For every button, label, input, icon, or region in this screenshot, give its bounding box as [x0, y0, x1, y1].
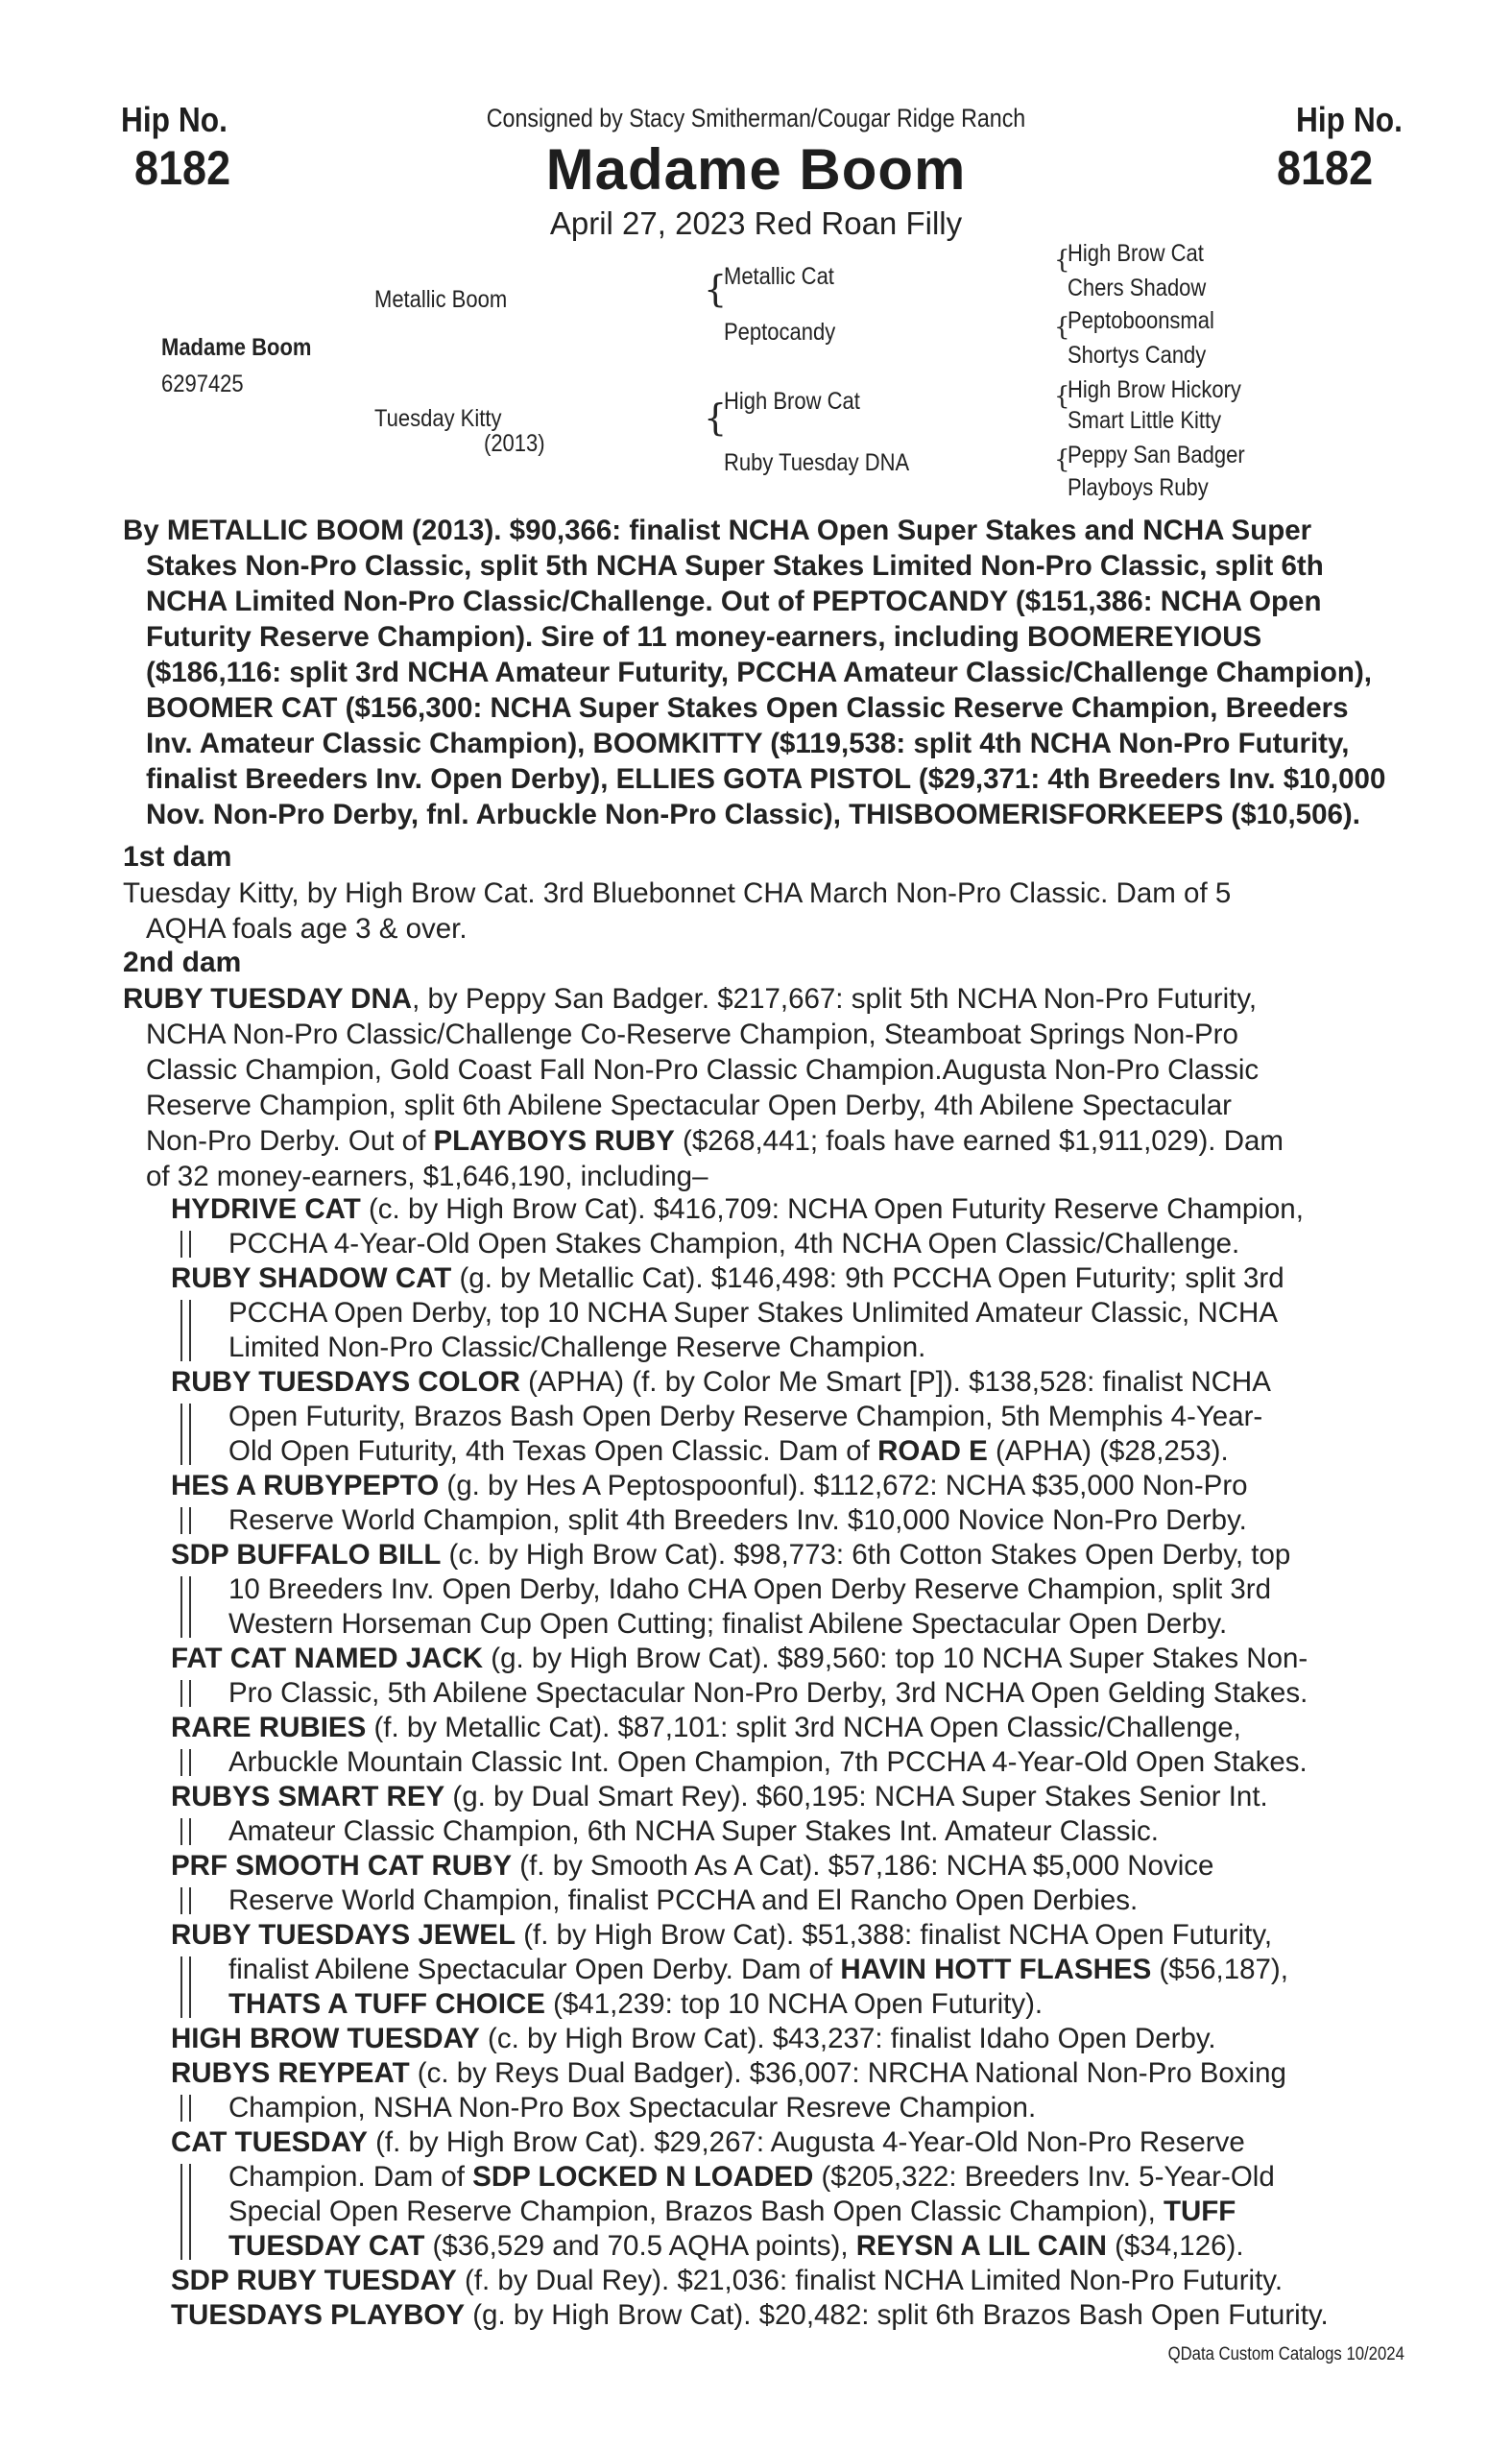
footer-credit: QData Custom Catalogs 10/2024 [1167, 2344, 1404, 2364]
brace-g3: { [1054, 313, 1070, 342]
brace-g7: { [1054, 445, 1070, 474]
brace-g1: { [1054, 246, 1070, 275]
produce-entry: PRF SMOOTH CAT RUBY (f. by Smooth As A Cat). $57,186: NCHA $5,000 Novice Reserve World Champion, finalist PCCHA and El Rancho Open Derbies. [171, 1850, 1214, 1916]
pedigree-g7: Peppy San Badger [1068, 442, 1245, 468]
produce-entry: SDP BUFFALO BILL (c. by High Brow Cat). $98,773: 6th Cotton Stakes Open Derby, top 10 Breeders Inv. Open Derby, Idaho CHA Open Derby Reserve Champion, split 3rd Western Horseman Cup Open Cutting; finalist Abilene Spectacular Open Derby. [171, 1539, 1291, 1640]
pedigree-g2: Chers Shadow [1068, 275, 1207, 301]
first-dam-line: AQHA foals age 3 & over. [146, 913, 468, 945]
sire-line: Inv. Amateur Classic Champion), BOOMKITTY ($119,538: split 4th NCHA Non-Pro Futurity, [146, 728, 1350, 759]
sire-line: Nov. Non-Pro Derby, fnl. Arbuckle Non-Pro Classic), THISBOOMERISFORKEEPS ($10,506). [146, 799, 1360, 830]
pedigree-dam-dam: Ruby Tuesday DNA [724, 449, 910, 476]
pedigree-g8: Playboys Ruby [1068, 474, 1209, 501]
hip-number-left: 8182 [134, 141, 231, 195]
pedigree-sire-dam: Peptocandy [724, 319, 836, 346]
first-dam-line: Tuesday Kitty, by High Brow Cat. 3rd Bluebonnet CHA March Non-Pro Classic. Dam of 5 [123, 877, 1232, 909]
brace-g5: { [1054, 382, 1070, 411]
sire-line: ($186,116: split 3rd NCHA Amateur Futurity, PCCHA Amateur Classic/Challenge Champion), [146, 657, 1372, 688]
produce-entry: TUESDAYS PLAYBOY (g. by High Brow Cat). $20,482: split 6th Brazos Bash Open Futurity. [171, 2299, 1329, 2331]
first-dam-heading: 1st dam [123, 841, 232, 873]
brace-dam: { [704, 396, 728, 439]
pedigree-g1: High Brow Cat [1068, 240, 1204, 267]
pedigree-sire: Metallic Boom [374, 286, 508, 313]
sire-line: Futurity Reserve Champion). Sire of 11 money-earners, including BOOMEREYIOUS [146, 621, 1262, 653]
hip-label-left: Hip No. [121, 100, 228, 139]
sire-line: NCHA Limited Non-Pro Classic/Challenge. Out of PEPTOCANDY ($151,386: NCHA Open [146, 586, 1322, 617]
produce-entry: RUBY TUESDAYS JEWEL (f. by High Brow Cat). $51,388: finalist NCHA Open Futurity, finalist Abilene Spectacular Open Derby. Dam of HAVIN HOTT FLASHES ($56,187), THATS A TUFF CHOICE ($41,239: top 10 NCHA Open Futurity). [171, 1919, 1288, 2020]
pedigree-sire-sire: Metallic Cat [724, 263, 834, 290]
pedigree-g6: Smart Little Kitty [1068, 407, 1222, 434]
produce-entry: RARE RUBIES (f. by Metallic Cat). $87,101: split 3rd NCHA Open Classic/Challenge, Arbuckle Mountain Classic Int. Open Champion, 7th PCCHA 4-Year-Old Open Stakes. [171, 1712, 1308, 1778]
horse-name: Madame Boom [545, 137, 967, 202]
brace-sire: { [704, 268, 728, 310]
sire-line: BOOMER CAT ($156,300: NCHA Super Stakes Open Classic Reserve Champion, Breeders [146, 692, 1349, 724]
sire-line: finalist Breeders Inv. Open Derby), ELLIES GOTA PISTOL ($29,371: 4th Breeders Inv. $10,000 [146, 763, 1386, 795]
hip-label-right: Hip No. [1296, 100, 1403, 139]
second-dam-name: RUBY TUESDAY DNA [123, 983, 413, 1015]
sire-paragraph [123, 513, 1409, 832]
produce-list [171, 1192, 1409, 2333]
second-dam-text: RUBY TUESDAY DNA, by Peppy San Badger. $217,667: split 5th NCHA Non-Pro Futurity, NCHA Non-Pro Classic/Challenge Co-Reserve Champion, Steamboat Springs Non-Pro Classic Champion, Gold Coast Fall Non-Pro Classic Champion.Augusta Non-Pro Classic Reserve Champion, split 6th Abilene Spectacular Open Derby, 4th Abilene Spectacular Non-Pro Derby. Out of PLAYBOYS RUBY ($268,441; foals have earned $1,911,029). Dam of 32 money-earners, $1,646,190, including– [123, 983, 1284, 1192]
produce-entry: CAT TUESDAY (f. by High Brow Cat). $29,267: Augusta 4-Year-Old Non-Pro Reserve Champion. Dam of SDP LOCKED N LOADED ($205,322: Breeders Inv. 5-Year-Old Special Open Reserve Champion, Brazos Bash Open Classic Champion), TUFF TUESDAY CAT ($36,529 and 70.5 AQHA points), REYSN A LIL CAIN ($34,126). [171, 2126, 1275, 2262]
pedigree-g4: Shortys Candy [1068, 342, 1207, 369]
pedigree-g3: Peptoboonsmal [1068, 307, 1214, 334]
pedigree-dam-year: (2013) [484, 430, 545, 457]
produce-entry: SDP RUBY TUESDAY (f. by Dual Rey). $21,036: finalist NCHA Limited Non-Pro Futurity. [171, 2265, 1284, 2296]
consignor: Consigned by Stacy Smitherman/Cougar Ridge Ranch [486, 104, 1026, 132]
first-dam-text [123, 876, 1409, 947]
pedigree-subject: Madame Boom [161, 334, 312, 361]
produce-entry: RUBY TUESDAYS COLOR (APHA) (f. by Color Me Smart [P]). $138,528: finalist NCHA Open Futurity, Brazos Bash Open Derby Reserve Champion, 5th Memphis 4-Year- Old Open Futurity, 4th Texas Open Classic. Dam of ROAD E (APHA) ($28,253). [171, 1366, 1271, 1467]
produce-entry: HIGH BROW TUESDAY (c. by High Brow Cat). $43,237: finalist Idaho Open Derby. [171, 2023, 1216, 2054]
sire-line: By METALLIC BOOM (2013). $90,366: finalist NCHA Open Super Stakes and NCHA Super [123, 515, 1312, 546]
produce-entry: HYDRIVE CAT (c. by High Brow Cat). $416,709: NCHA Open Futurity Reserve Champion, PCCHA 4-Year-Old Open Stakes Champion, 4th NCHA Open Classic/Challenge. [171, 1193, 1304, 1260]
produce-entry: RUBYS SMART REY (g. by Dual Smart Rey). $60,195: NCHA Super Stakes Senior Int. Amateur Classic Champion, 6th NCHA Super Stakes Int. Amateur Classic. [171, 1781, 1268, 1847]
hip-number-right: 8182 [1277, 141, 1374, 195]
produce-entry: FAT CAT NAMED JACK (g. by High Brow Cat). $89,560: top 10 NCHA Super Stakes Non- Pro Classic, 5th Abilene Spectacular Non-Pro Derby, 3rd NCHA Open Gelding Stakes. [171, 1643, 1308, 1709]
produce-entry: HES A RUBYPEPTO (g. by Hes A Peptospoonful). $112,672: NCHA $35,000 Non-Pro Reserve World Champion, split 4th Breeders Inv. $10,000 Novice Non-Pro Derby. [171, 1470, 1248, 1536]
sire-line: Stakes Non-Pro Classic, split 5th NCHA Super Stakes Limited Non-Pro Classic, split 6th [146, 550, 1324, 582]
produce-entry: RUBY SHADOW CAT (g. by Metallic Cat). $146,498: 9th PCCHA Open Futurity; split 3rd PCCHA Open Derby, top 10 NCHA Super Stakes Unlimited Amateur Classic, NCHA Limited Non-Pro Classic/Challenge Reserve Champion. [171, 1262, 1284, 1363]
pedigree-dam: Tuesday Kitty [374, 405, 502, 432]
pedigree-reg-number: 6297425 [161, 371, 244, 397]
foaling-info: April 27, 2023 Red Roan Filly [549, 205, 963, 241]
second-dam-heading: 2nd dam [123, 947, 242, 978]
pedigree-dam-sire: High Brow Cat [724, 388, 860, 415]
pedigree-g5: High Brow Hickory [1068, 376, 1241, 403]
produce-entry: RUBYS REYPEAT (c. by Reys Dual Badger). $36,007: NRCHA National Non-Pro Boxing Champion, NSHA Non-Pro Box Spectacular Resreve Champion. [171, 2057, 1286, 2124]
